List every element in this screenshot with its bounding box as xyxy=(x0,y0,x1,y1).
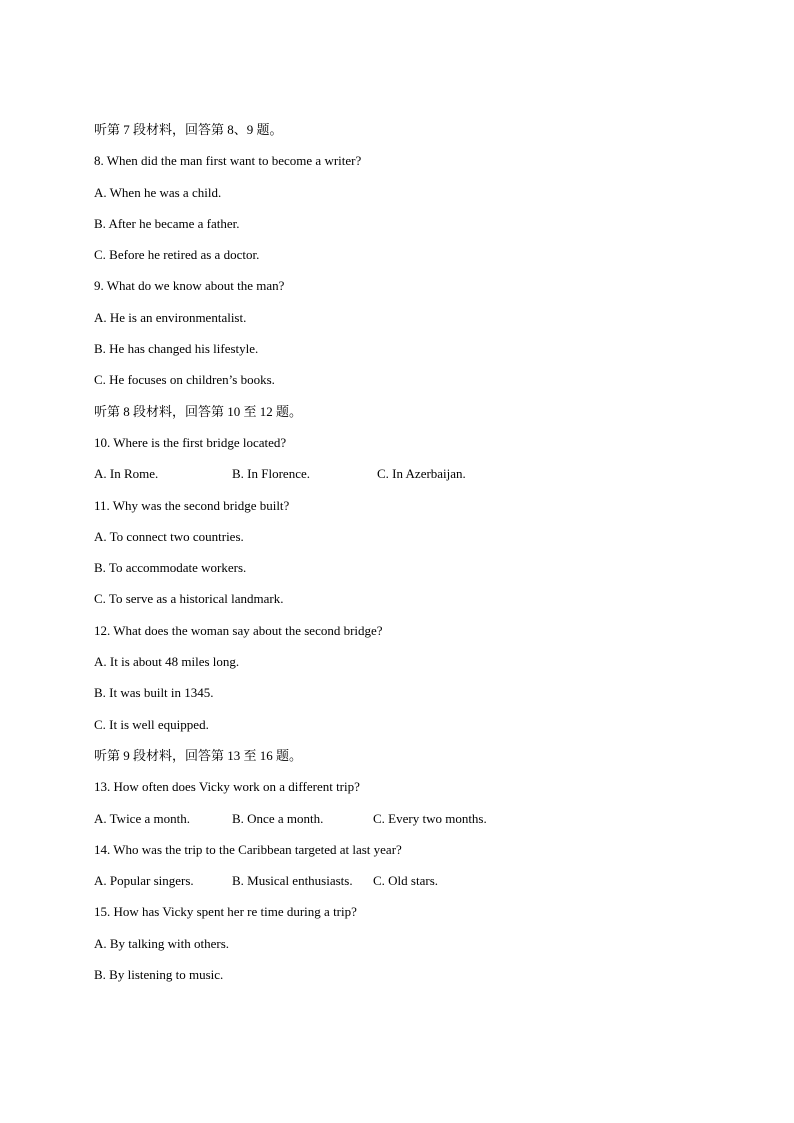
section-heading: 听第 8 段材料，回答第 10 至 12 题。 xyxy=(94,403,303,419)
option-a: A. Twice a month. xyxy=(94,810,190,826)
option-b: B. To accommodate workers. xyxy=(94,560,247,576)
option-b: B. By listening to music. xyxy=(94,967,224,983)
question-stem: 13. How often does Vicky work on a different trip? xyxy=(94,779,360,795)
option-b: B. It was built in 1345. xyxy=(94,685,214,701)
option-c: C. To serve as a historical landmark. xyxy=(94,591,284,607)
option-a: A. Popular singers. xyxy=(94,873,194,889)
option-a: A. By talking with others. xyxy=(94,935,230,951)
question-stem: 9. What do we know about the man? xyxy=(94,278,285,294)
question-stem: 8. When did the man first want to become a writer? xyxy=(94,153,362,169)
option-b: B. Musical enthusiasts. xyxy=(232,873,353,889)
question-stem: 11. Why was the second bridge built? xyxy=(94,497,290,513)
page-content xyxy=(94,118,714,994)
question-stem: 10. Where is the first bridge located? xyxy=(94,434,287,450)
option-b: B. In Florence. xyxy=(232,466,310,482)
options-row xyxy=(94,462,714,493)
option-c: C. He focuses on children’s books. xyxy=(94,372,275,388)
option-a: A. In Rome. xyxy=(94,466,159,482)
option-a: A. To connect two countries. xyxy=(94,528,244,544)
options-row xyxy=(94,807,714,838)
section-heading: 听第 9 段材料，回答第 13 至 16 题。 xyxy=(94,747,303,763)
question-stem: 14. Who was the trip to the Caribbean targeted at last year? xyxy=(94,841,402,857)
option-c: C. Every two months. xyxy=(373,810,487,826)
option-c: C. In Azerbaijan. xyxy=(377,466,466,482)
option-c: C. It is well equipped. xyxy=(94,716,209,732)
option-a: A. He is an environmentalist. xyxy=(94,309,247,325)
options-row xyxy=(94,869,714,900)
option-b: B. He has changed his lifestyle. xyxy=(94,341,259,357)
question-stem: 12. What does the woman say about the second bridge? xyxy=(94,622,383,638)
option-b: B. After he became a father. xyxy=(94,215,240,231)
question-stem: 15. How has Vicky spent her re time during a trip? xyxy=(94,904,357,920)
option-a: A. It is about 48 miles long. xyxy=(94,654,240,670)
option-b: B. Once a month. xyxy=(232,810,324,826)
option-c: C. Old stars. xyxy=(373,873,438,889)
option-a: A. When he was a child. xyxy=(94,184,222,200)
option-c: C. Before he retired as a doctor. xyxy=(94,247,260,263)
section-heading: 听第 7 段材料，回答第 8、9 题。 xyxy=(94,122,283,137)
